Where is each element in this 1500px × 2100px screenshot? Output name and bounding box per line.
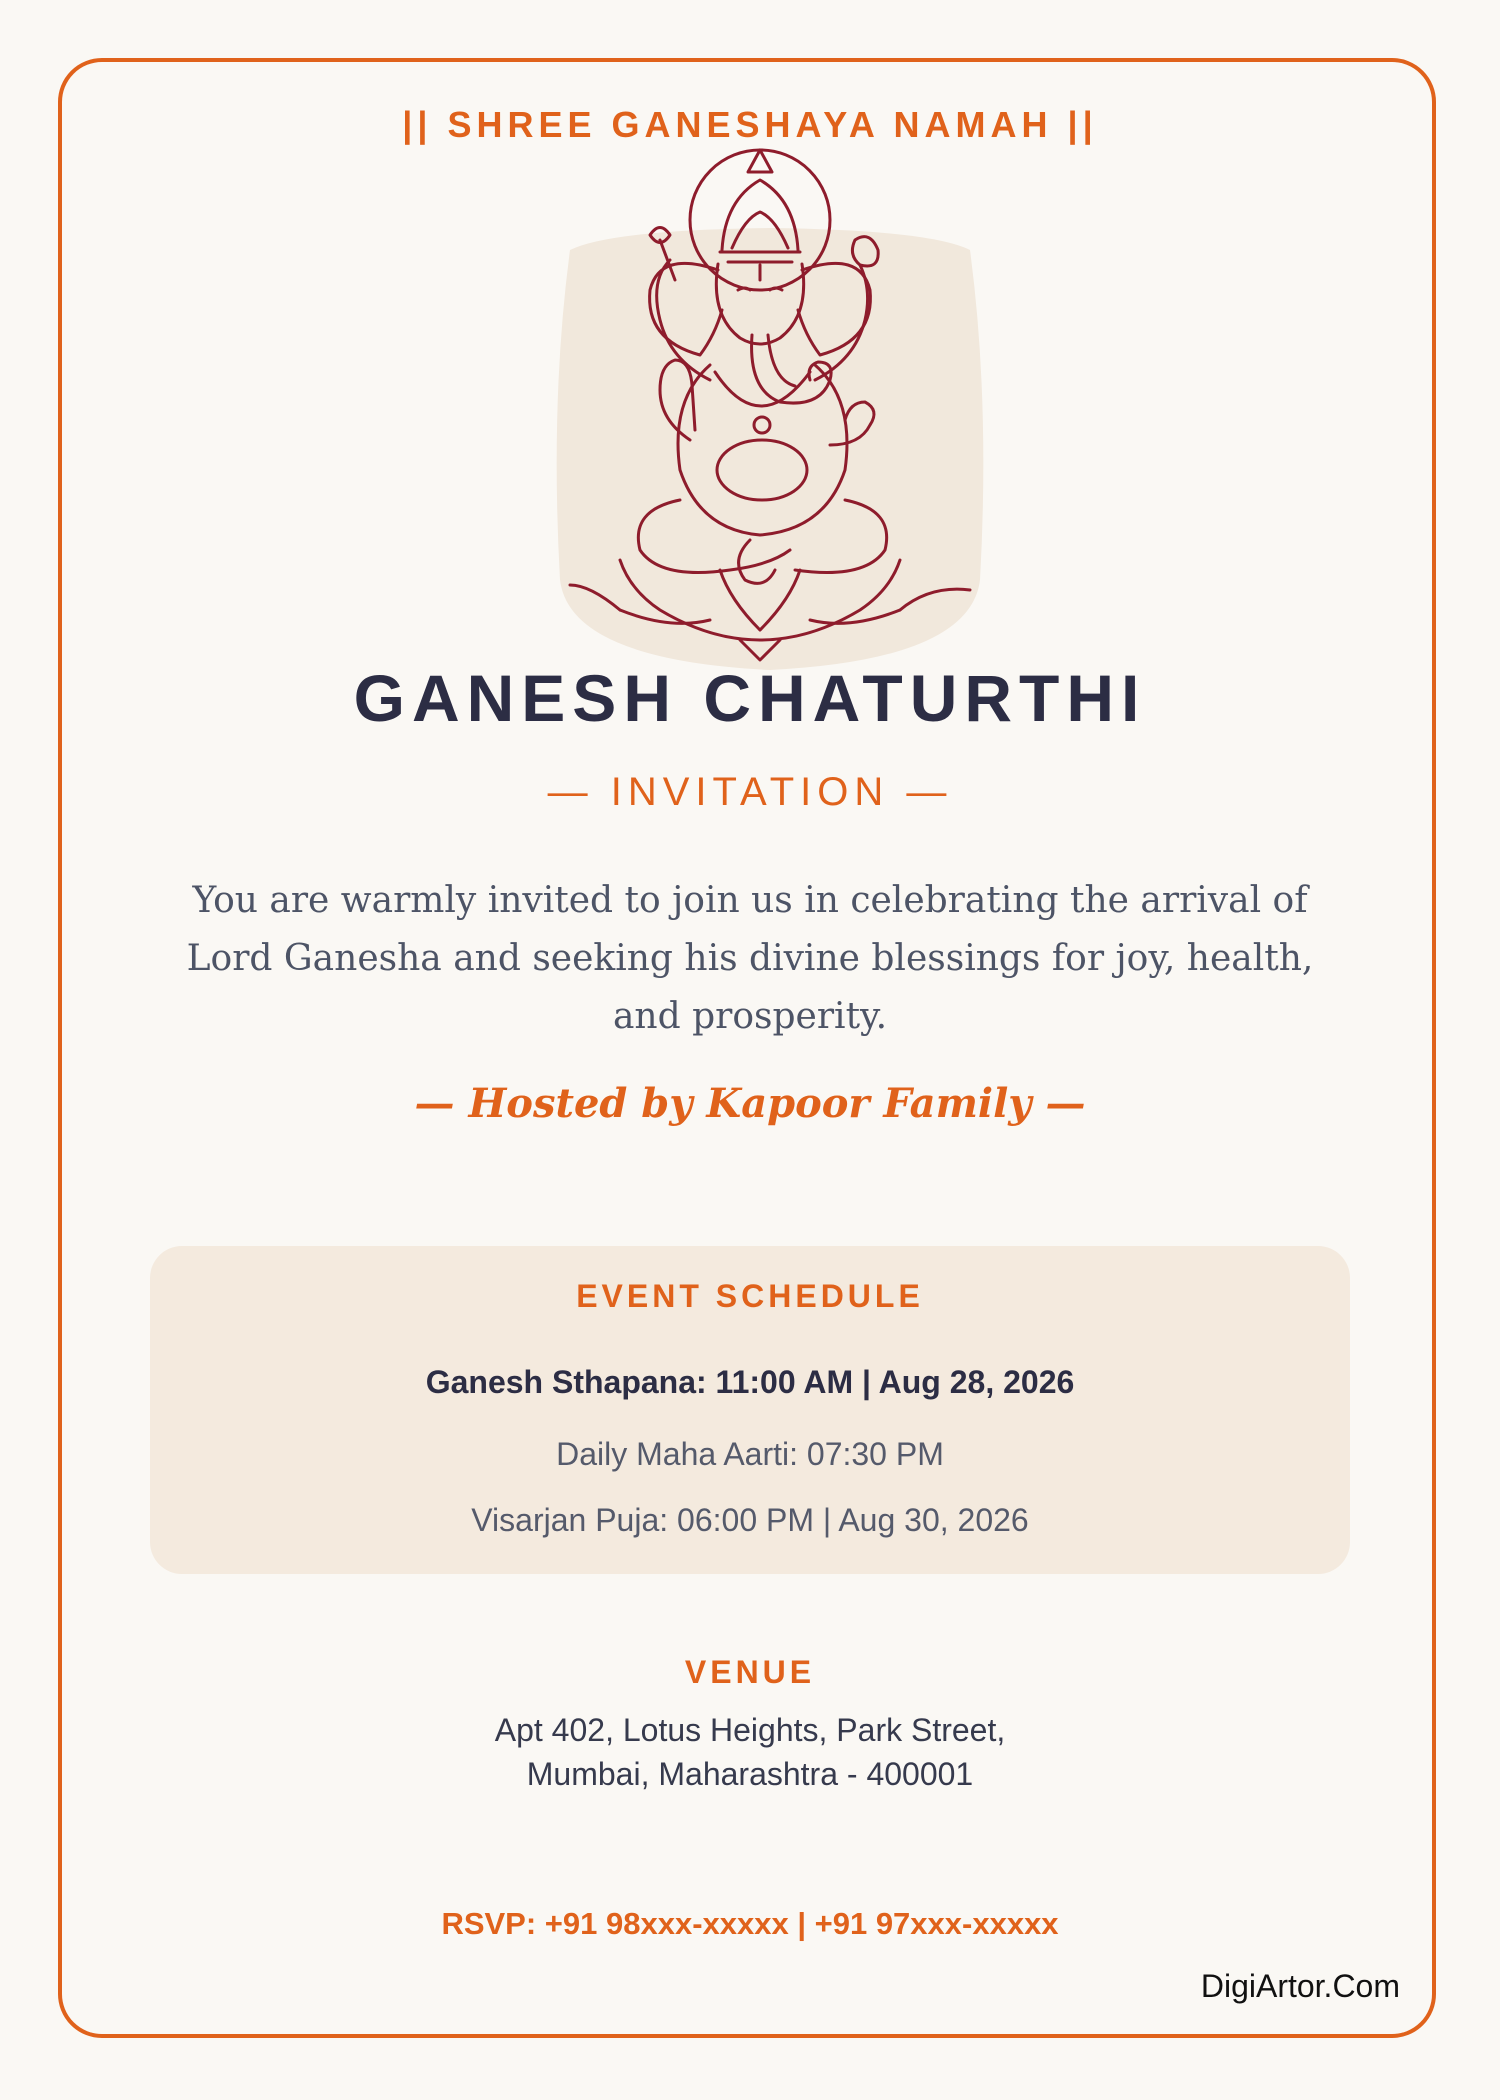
schedule-item-visarjan: Visarjan Puja: 06:00 PM | Aug 30, 2026: [471, 1502, 1029, 1538]
venue-heading: VENUE: [684, 1654, 816, 1690]
ganesha-icon: [510, 140, 1030, 680]
venue-address-line2: Mumbai, Maharashtra - 400001: [526, 1756, 974, 1792]
watermark: DigiArtor.Com: [1200, 1968, 1400, 2004]
invitation-subtitle: — INVITATION —: [547, 770, 953, 814]
invitation-message: You are warmly invited to join us in celebrating the arrival of Lord Ganesha and seeking his divine blessings for joy, health, and prosperity.: [186, 880, 1314, 1037]
event-title: GANESH CHATURTHI: [353, 661, 1147, 735]
venue-address: [350, 1708, 1150, 1796]
schedule-item-aarti: Daily Maha Aarti: 07:30 PM: [556, 1436, 944, 1472]
ganesha-illustration: [510, 140, 1030, 680]
rsvp-contact: RSVP: +91 98xxx-xxxxx | +91 97xxx-xxxxx: [441, 1906, 1059, 1941]
event-schedule-panel: [150, 1246, 1350, 1574]
schedule-heading: EVENT SCHEDULE: [576, 1278, 924, 1314]
blessing-heading: || SHREE GANESHAYA NAMAH ||: [402, 104, 1098, 145]
venue-address-line1: Apt 402, Lotus Heights, Park Street,: [494, 1712, 1006, 1748]
schedule-item-sthapana: Ganesh Sthapana: 11:00 AM | Aug 28, 2026: [425, 1364, 1075, 1400]
host-line: — Hosted by Kapoor Family —: [414, 1080, 1086, 1127]
